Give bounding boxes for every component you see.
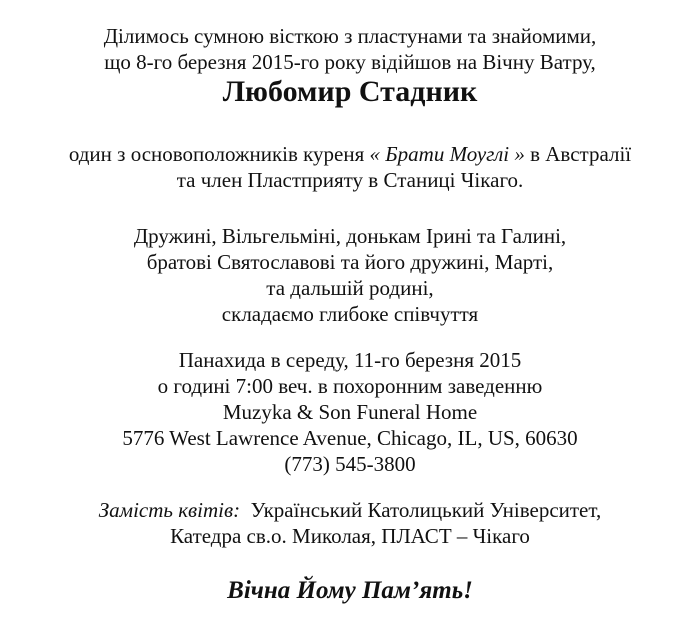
kuren-name: « Брати Моуглі » bbox=[369, 142, 525, 166]
intro-block bbox=[0, 23, 700, 109]
condolence-line: братові Святославові та його дружині, Марті, bbox=[146, 250, 554, 274]
role-line-1 bbox=[0, 141, 700, 167]
donation-label: Замість квітів: bbox=[98, 498, 241, 522]
funeral-home-name: Muzyka & Son Funeral Home bbox=[222, 400, 478, 424]
condolence-line: Дружині, Вільгельміні, донькам Ірині та Галині, bbox=[133, 224, 567, 248]
donation-line-2: Катедра св.о. Миколая, ПЛАСТ – Чікаго bbox=[170, 524, 530, 548]
donation-recipient-1: Український Католицький Університет, bbox=[240, 498, 602, 522]
intro-line-1: Ділимось сумною вісткою з пластунами та знайомими, bbox=[103, 24, 597, 48]
donation-line-1 bbox=[0, 497, 700, 523]
condolence-line: та дальшій родині, bbox=[266, 276, 434, 300]
role-suffix: в Австралії bbox=[524, 142, 632, 166]
closing-phrase: Вічна Йому Пам’ять! bbox=[227, 577, 473, 604]
service-block bbox=[0, 347, 700, 477]
donation-block bbox=[0, 497, 700, 549]
role-prefix: один з основоположників куреня bbox=[68, 142, 370, 166]
service-time: о годині 7:00 веч. в похоронним заведенню bbox=[157, 374, 543, 398]
service-date: Панахида в середу, 11-го березня 2015 bbox=[178, 348, 522, 372]
condolence-line: складаємо глибоке співчуття bbox=[221, 302, 479, 326]
condolence-block bbox=[0, 223, 700, 327]
role-block bbox=[0, 141, 700, 193]
funeral-home-phone: (773) 545-3800 bbox=[284, 452, 416, 476]
role-line-2: та член Пластприяту в Станиці Чікаго. bbox=[176, 168, 524, 192]
deceased-name: Любомир Стадник bbox=[222, 75, 478, 108]
funeral-home-address: 5776 West Lawrence Avenue, Chicago, IL, US, 60630 bbox=[122, 426, 578, 450]
intro-line-2: що 8-го березня 2015-го року відійшов на Вічну Ватру, bbox=[104, 50, 596, 74]
